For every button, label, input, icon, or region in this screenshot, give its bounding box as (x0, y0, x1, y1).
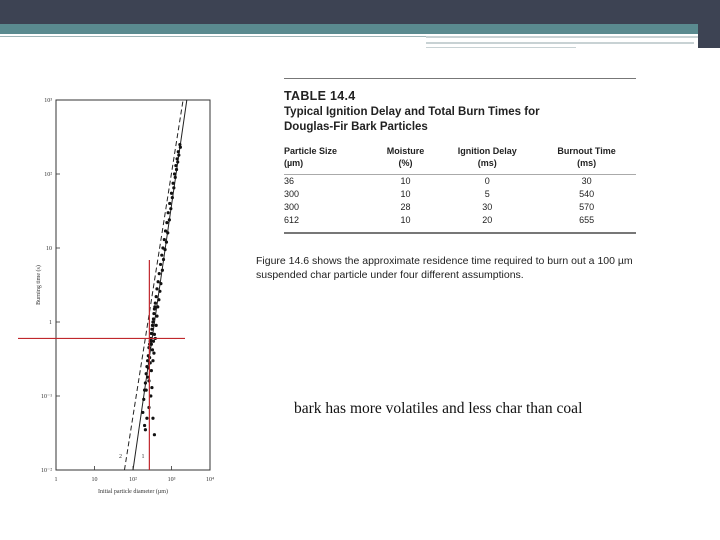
unit-burnout-time: (ms) (577, 158, 597, 168)
cell: 10 (400, 176, 411, 186)
data-point (155, 315, 158, 318)
data-point (151, 359, 154, 362)
col-header-ignition-delay: Ignition Delay (457, 146, 517, 156)
data-point (163, 248, 166, 251)
data-point (165, 241, 168, 244)
col-header-burnout-time: Burnout Time (557, 146, 616, 156)
data-point (159, 282, 162, 285)
x-axis-label: Initial particle diameter (µm) (98, 489, 168, 495)
data-point (155, 324, 158, 327)
data-point (167, 211, 170, 214)
data-point (171, 182, 174, 185)
line-label-1: 1 (141, 454, 145, 460)
data-point (141, 411, 144, 414)
y-tick-label: 10 (46, 246, 52, 252)
decor-line (426, 36, 698, 38)
data-point (163, 238, 166, 241)
data-point (150, 332, 153, 335)
data-point (152, 317, 155, 320)
decor-line (0, 36, 426, 37)
data-point (166, 231, 169, 234)
data-point (170, 192, 173, 195)
table-top-rule (284, 78, 636, 79)
cell: 300 (284, 202, 300, 212)
data-point (154, 302, 157, 305)
y-axis-label: Burning time (s) (36, 265, 42, 305)
data-point (152, 340, 155, 343)
table-row (284, 214, 636, 227)
y-tick-label: 10² (44, 172, 52, 178)
unit-particle-size: (µm) (284, 158, 304, 168)
y-tick-label: 10³ (44, 98, 52, 104)
table-number: TABLE 14.4 (284, 89, 356, 103)
data-point (143, 424, 146, 427)
cell: 10 (400, 215, 411, 225)
corner-block (698, 0, 720, 48)
data-point (152, 312, 155, 315)
cell: 36 (284, 176, 295, 186)
data-point (158, 290, 161, 293)
data-point (153, 433, 156, 436)
y-tick-label: 1 (49, 320, 52, 326)
cell: 5 (484, 189, 490, 199)
x-tick-label: 10³ (167, 477, 176, 483)
cell: 540 (579, 189, 595, 199)
data-point (151, 348, 154, 351)
fit-line-2 (124, 100, 183, 470)
table-row (284, 188, 636, 201)
data-point (155, 295, 158, 298)
cell: 10 (400, 189, 411, 199)
data-point (157, 280, 160, 283)
data-point (162, 258, 165, 261)
burn-time-chart (18, 90, 233, 500)
x-tick-label: 10² (129, 477, 137, 483)
slide-note: bark has more volatiles and less char than coal (294, 400, 583, 417)
data-point (169, 207, 172, 210)
y-tick-label: 10⁻² (41, 468, 52, 474)
x-tick-label: 1 (54, 477, 58, 483)
cell: 300 (284, 189, 300, 199)
data-point (168, 202, 171, 205)
cell: 28 (400, 202, 411, 212)
data-point (151, 320, 154, 323)
data-point (165, 221, 168, 224)
data-point (146, 376, 149, 379)
decor-line (426, 42, 694, 44)
col-header-moisture: Moisture (386, 146, 425, 156)
data-point (152, 351, 155, 354)
data-point (168, 218, 171, 221)
data-point (179, 146, 182, 149)
data-point (153, 305, 156, 308)
line-label-2: 2 (118, 454, 122, 460)
cell: 0 (484, 176, 490, 186)
data-point (177, 154, 180, 157)
data-point (142, 398, 145, 401)
data-point (158, 272, 161, 275)
data-point (172, 186, 175, 189)
table-title: Typical Ignition Delay and Total Burn Times for Douglas-Fir Bark Particles (284, 106, 540, 133)
cell: 30 (581, 176, 592, 186)
data-point (150, 369, 153, 372)
title-bar (0, 0, 720, 24)
data-point (156, 305, 159, 308)
data-point (150, 328, 153, 331)
data-point (159, 263, 162, 266)
data-point (160, 254, 163, 257)
decor-line (426, 47, 576, 48)
data-point (171, 196, 174, 199)
x-tick-label: 10 (91, 477, 98, 483)
cell: 30 (482, 202, 493, 212)
unit-moisture: (%) (398, 158, 413, 168)
cell: 20 (482, 215, 493, 225)
cell: 570 (579, 202, 595, 212)
accent-stripe (0, 24, 720, 34)
data-point (151, 417, 154, 420)
data-point (174, 164, 177, 167)
data-point (175, 168, 178, 171)
data-point (178, 143, 181, 146)
data-point (150, 343, 153, 346)
figure-caption: Figure 14.6 shows the approximate residence time required to burn out a 100 µm suspended char particle under four different assumptions. (256, 255, 633, 281)
data-point (161, 269, 164, 272)
data-point (146, 359, 149, 362)
data-point (145, 417, 148, 420)
y-tick-label: 10⁻¹ (41, 394, 52, 400)
data-point (176, 160, 179, 163)
table-row (284, 201, 636, 214)
data-point (176, 157, 179, 160)
cell: 655 (579, 215, 595, 225)
data-point (157, 298, 160, 301)
unit-ignition-delay: (ms) (477, 158, 497, 168)
table-bottom-rule (284, 232, 636, 234)
cell: 612 (284, 215, 300, 225)
col-header-particle-size: Particle Size (284, 146, 338, 156)
data-point (151, 324, 154, 327)
data-point (150, 386, 153, 389)
data-point (145, 372, 148, 375)
data-point (173, 172, 176, 175)
data-table (284, 145, 636, 227)
x-tick-label: 10⁴ (205, 477, 215, 483)
table-row (284, 175, 636, 189)
data-point (177, 150, 180, 153)
data-point (144, 428, 147, 431)
data-point (174, 176, 177, 179)
data-point (155, 287, 158, 290)
table-14-4 (284, 78, 636, 234)
data-point (145, 389, 148, 392)
data-point (144, 381, 147, 384)
data-point (153, 333, 156, 336)
